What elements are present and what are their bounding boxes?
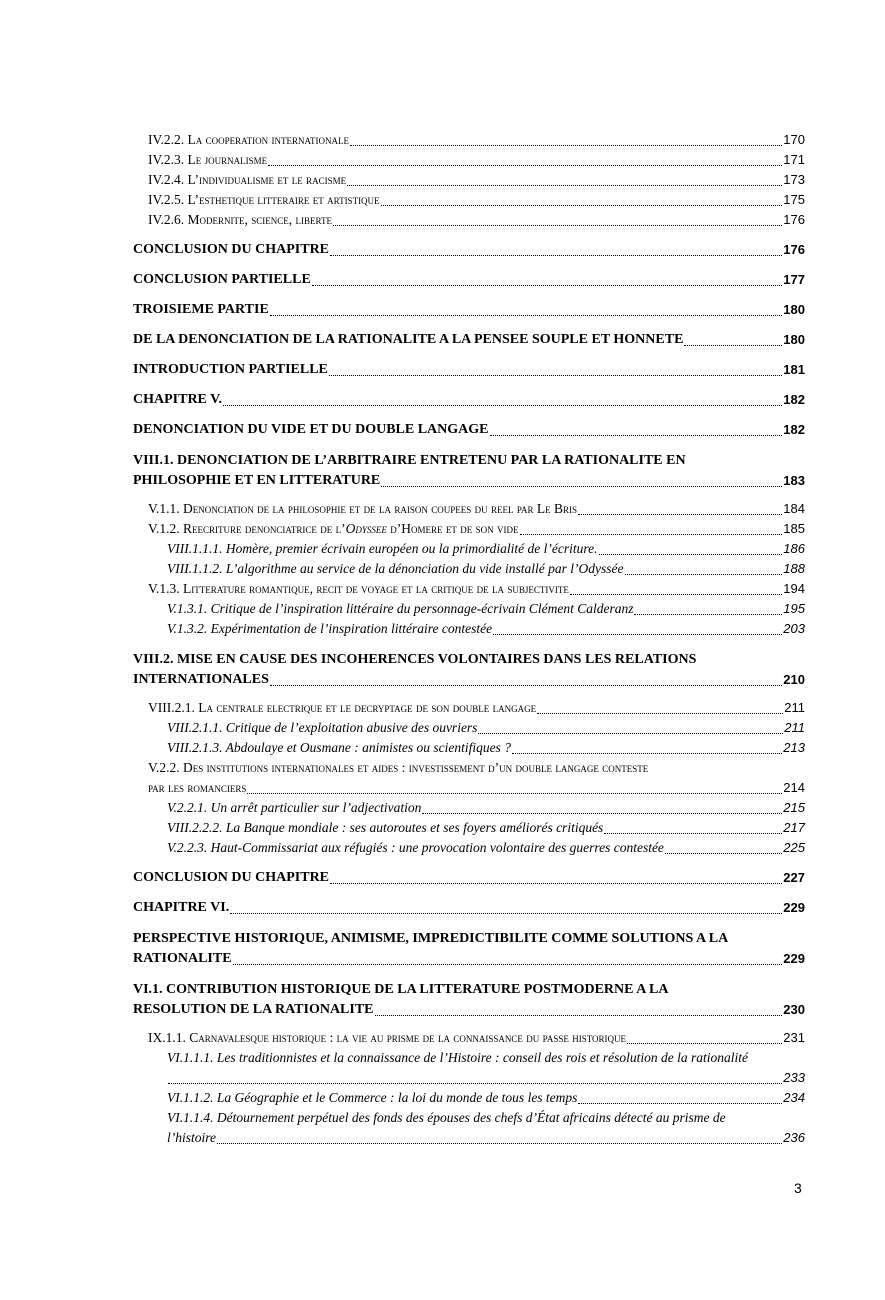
toc-entry-title-part: V.1.2. Reecriture denonciatrice de l’: [148, 521, 346, 536]
toc-entry-title: V.2.2.1. Un arrêt particulier sur l’adjectivation: [167, 800, 422, 815]
toc-entry-title: PERSPECTIVE HISTORIQUE, ANIMISME, IMPREDICTIBILITE COMME SOLUTIONS A LA: [133, 931, 729, 946]
toc-page-number: 185: [783, 521, 805, 536]
page-number: 3: [794, 1180, 802, 1196]
toc-page-number: 211: [784, 720, 805, 735]
toc-entry[interactable]: [133, 499, 805, 519]
toc-page-number: 234: [783, 1090, 805, 1105]
toc-entry[interactable]: [133, 420, 805, 440]
dot-leader: [634, 614, 782, 615]
toc-entry-title-cont: RATIONALITE: [133, 951, 232, 966]
dot-leader: [625, 574, 783, 575]
toc-page-number: 213: [783, 740, 805, 755]
toc-entry-title: V.1.3. Litterature romantique, recit de voyage et la critique de la subjectivite: [148, 581, 569, 596]
toc-entry[interactable]: [133, 450, 805, 491]
toc-entry-title: VIII.1.1.2. L’algorithme au service de la dénonciation du vide installé par l’Odyssée: [167, 561, 624, 576]
dot-leader: [604, 833, 782, 834]
toc-entry-title-cont: RESOLUTION DE LA RATIONALITE: [133, 1002, 374, 1017]
toc-entry[interactable]: [133, 928, 805, 969]
toc-entry[interactable]: [133, 868, 805, 888]
toc-entry[interactable]: [133, 738, 805, 758]
dot-leader: [665, 853, 782, 854]
toc-entry[interactable]: [133, 619, 805, 639]
dot-leader: [512, 753, 782, 754]
toc-entry[interactable]: [133, 390, 805, 410]
toc-entry[interactable]: [133, 519, 805, 539]
toc-page-number: 233: [783, 1070, 805, 1085]
toc-page-number: 171: [783, 152, 805, 167]
dot-leader: [381, 486, 782, 487]
toc-entry[interactable]: [133, 1108, 805, 1148]
dot-leader: [493, 634, 782, 635]
toc-entry[interactable]: [133, 240, 805, 260]
toc-entry-title: IV.2.5. L’esthetique litteraire et artistique: [148, 192, 380, 207]
toc-entry[interactable]: [133, 698, 805, 718]
toc-entry[interactable]: [133, 1048, 805, 1088]
dot-leader: [330, 883, 782, 884]
toc-entry-title: V.2.2.3. Haut-Commissariat aux réfugiés : une provocation volontaire des guerres contestée: [167, 840, 664, 855]
toc-entry[interactable]: [133, 898, 805, 918]
dot-leader: [599, 554, 783, 555]
dot-leader: [230, 913, 782, 914]
toc-entry-title: VI.1.1.1. Les traditionnistes et la connaissance de l’Histoire : conseil des rois et résolution de la rationalité: [167, 1050, 748, 1065]
toc-page-number: 229: [783, 900, 805, 915]
dot-leader: [570, 594, 782, 595]
toc-entry-title: VI.1.1.4. Détournement perpétuel des fonds des épouses des chefs d’État africains détecté au prisme de: [167, 1110, 726, 1125]
toc-entry-title: VIII.2.2.2. La Banque mondiale : ses autoroutes et ses foyers améliorés critiqués: [167, 820, 604, 835]
toc-entry-title-cont: par les romanciers: [148, 780, 247, 795]
toc-entry-title: CONCLUSION DU CHAPITRE: [133, 242, 330, 257]
toc-page-number: 177: [783, 272, 805, 287]
toc-entry-title: V.2.2. Des institutions internationales et aides : investissement d’un double langage conteste: [148, 760, 649, 775]
toc-entry-title: IV.2.6. Modernite, science, liberte: [148, 212, 332, 227]
toc-entry[interactable]: [133, 130, 805, 150]
dot-leader: [578, 1103, 782, 1104]
dot-leader: [333, 225, 782, 226]
toc-entry-title-cont: INTERNATIONALES: [133, 672, 269, 687]
toc-entry[interactable]: [133, 599, 805, 619]
toc-page-number: 194: [783, 581, 805, 596]
toc-entry-title: DE LA DENONCIATION DE LA RATIONALITE A LA PENSEE SOUPLE ET HONNETE: [133, 332, 684, 347]
dot-leader: [270, 685, 782, 686]
toc-entry-title: INTRODUCTION PARTIELLE: [133, 362, 328, 377]
toc-entry-title: TROISIEME PARTIE: [133, 302, 269, 317]
toc-entry-title: VI.1.1.2. La Géographie et le Commerce : la loi du monde de tous les temps: [167, 1090, 578, 1105]
toc-page-number: 211: [784, 700, 805, 715]
dot-leader: [381, 205, 783, 206]
toc-entry-title: VIII.2.1.3. Abdoulaye et Ousmane : animistes ou scientifiques ?: [167, 740, 511, 755]
dot-leader: [578, 514, 782, 515]
toc-page-number: 170: [783, 132, 805, 147]
toc-entry[interactable]: [133, 798, 805, 818]
toc-page-number: 231: [783, 1030, 805, 1045]
toc-page-number: 181: [783, 362, 805, 377]
toc-entry-title: V.1.3.1. Critique de l’inspiration littéraire du personnage-écrivain Clément Calderanz: [167, 601, 634, 616]
toc-entry[interactable]: [133, 579, 805, 599]
toc-entry-title-part: d’Homere et de son vide: [386, 521, 519, 536]
toc-page-number: 183: [783, 473, 805, 488]
toc-page-number: 236: [783, 1130, 805, 1145]
toc-entry-title: IV.2.2. La cooperation internationale: [148, 132, 349, 147]
toc-page-number: 195: [783, 601, 805, 616]
dot-leader: [233, 964, 783, 965]
toc-entry[interactable]: [133, 539, 805, 559]
toc-entry-title: IV.2.4. L’individualisme et le racisme: [148, 172, 347, 187]
toc-entry[interactable]: [133, 559, 805, 579]
toc-entry[interactable]: [133, 270, 805, 290]
dot-leader: [422, 813, 782, 814]
dot-leader: [350, 145, 782, 146]
toc-entry[interactable]: [133, 649, 805, 690]
dot-leader: [329, 375, 782, 376]
toc-entry-title: CONCLUSION DU CHAPITRE: [133, 870, 330, 885]
toc-page-number: 182: [783, 392, 805, 407]
dot-leader: [223, 405, 782, 406]
toc-entry[interactable]: [133, 190, 805, 210]
toc-entry-title: VIII.2. MISE EN CAUSE DES INCOHERENCES VOLONTAIRES DANS LES RELATIONS: [133, 652, 697, 667]
dot-leader: [217, 1143, 782, 1144]
dot-leader: [268, 165, 782, 166]
toc-entry[interactable]: [133, 979, 805, 1020]
dot-leader: [478, 733, 783, 734]
toc-entry-title: CONCLUSION PARTIELLE: [133, 272, 311, 287]
dot-leader: [627, 1043, 782, 1044]
toc-entry[interactable]: [133, 758, 805, 798]
dot-leader: [168, 1083, 782, 1084]
dot-leader: [347, 185, 782, 186]
toc-page-number: 186: [783, 541, 805, 556]
toc-entry-title: V.1.3.2. Expérimentation de l’inspiration littéraire contestée: [167, 621, 493, 636]
toc-entry-title: VIII.2.1. La centrale electrique et le decryptage de son double langage: [148, 700, 537, 715]
toc-page-number: 173: [783, 172, 805, 187]
dot-leader: [270, 315, 783, 316]
table-of-contents: [133, 130, 805, 1148]
toc-entry-title: VI.1. CONTRIBUTION HISTORIQUE DE LA LITTERATURE POSTMODERNE A LA: [133, 982, 669, 997]
toc-page-number: 217: [783, 820, 805, 835]
toc-entry-title: [148, 519, 519, 539]
toc-entry-title: IV.2.3. Le journalisme: [148, 152, 268, 167]
toc-entry[interactable]: [133, 300, 805, 320]
dot-leader: [490, 435, 783, 436]
toc-page-number: 210: [783, 672, 805, 687]
dot-leader: [247, 793, 782, 794]
toc-entry-title: VIII.1.1.1. Homère, premier écrivain européen ou la primordialité de l’écriture.: [167, 541, 598, 556]
toc-entry[interactable]: [133, 360, 805, 380]
toc-entry-title: VIII.2.1.1. Critique de l’exploitation abusive des ouvriers: [167, 720, 478, 735]
toc-page-number: 180: [783, 302, 805, 317]
dot-leader: [520, 534, 783, 535]
toc-entry-title-cont: PHILOSOPHIE ET EN LITTERATURE: [133, 473, 381, 488]
toc-page-number: 188: [783, 561, 805, 576]
toc-entry[interactable]: [133, 1028, 805, 1048]
toc-entry[interactable]: [133, 170, 805, 190]
toc-page-number: 180: [783, 332, 805, 347]
toc-page-number: 229: [783, 951, 805, 966]
toc-entry-title-cont: l’histoire: [167, 1130, 216, 1145]
toc-page-number: 182: [783, 422, 805, 437]
toc-entry[interactable]: [133, 818, 805, 838]
toc-entry-title: IX.1.1. Carnavalesque historique : la vie au prisme de la connaissance du passe historique: [148, 1030, 627, 1045]
dot-leader: [330, 255, 782, 256]
toc-page-number: 175: [783, 192, 805, 207]
toc-page-number: 227: [783, 870, 805, 885]
dot-leader: [537, 713, 783, 714]
toc-page-number: 176: [783, 242, 805, 257]
toc-page-number: 230: [783, 1002, 805, 1017]
toc-entry-title-italic: Odyssee: [345, 521, 387, 536]
toc-page-number: 225: [783, 840, 805, 855]
toc-entry-title: DENONCIATION DU VIDE ET DU DOUBLE LANGAGE: [133, 422, 489, 437]
toc-entry-title: VIII.1. DENONCIATION DE L’ARBITRAIRE ENTRETENU PAR LA RATIONALITE EN: [133, 453, 686, 468]
toc-entry[interactable]: [133, 210, 805, 230]
dot-leader: [312, 285, 783, 286]
toc-entry-title: CHAPITRE VI.: [133, 900, 230, 915]
toc-entry[interactable]: [133, 838, 805, 858]
toc-entry[interactable]: [133, 330, 805, 350]
toc-page-number: 184: [783, 501, 805, 516]
toc-entry-title: V.1.1. Denonciation de la philosophie et de la raison coupees du reel par Le Bris: [148, 501, 578, 516]
toc-entry-title: CHAPITRE V.: [133, 392, 222, 407]
toc-page-number: 215: [783, 800, 805, 815]
toc-page-number: 176: [783, 212, 805, 227]
toc-entry[interactable]: [133, 150, 805, 170]
toc-page-number: 214: [783, 780, 805, 795]
dot-leader: [684, 345, 782, 346]
toc-entry[interactable]: [133, 1088, 805, 1108]
dot-leader: [375, 1015, 783, 1016]
toc-page-number: 203: [783, 621, 805, 636]
toc-entry[interactable]: [133, 718, 805, 738]
